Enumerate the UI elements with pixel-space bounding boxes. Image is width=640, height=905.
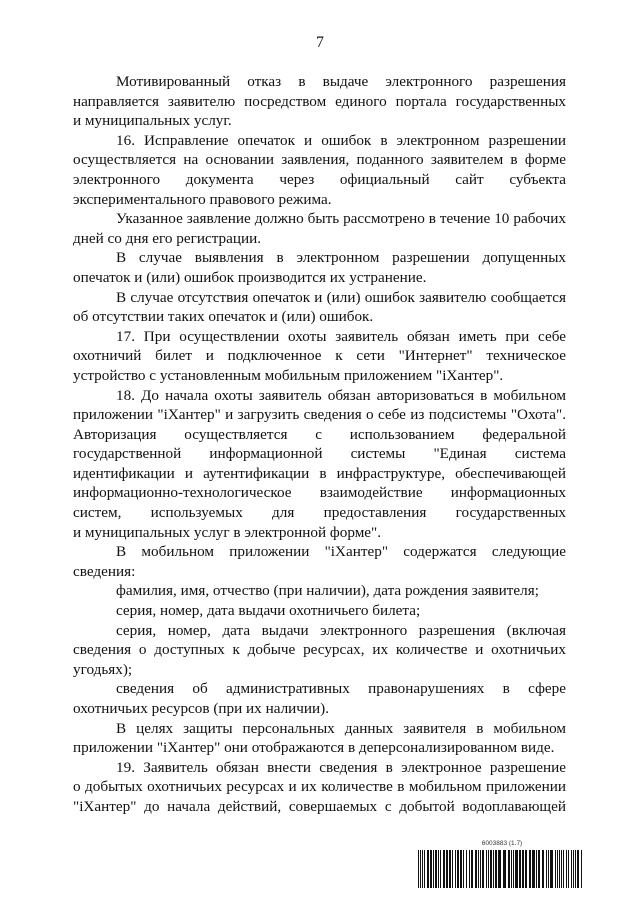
barcode-bar bbox=[532, 850, 535, 888]
barcode-bar bbox=[427, 850, 429, 888]
barcode-bar bbox=[548, 850, 549, 888]
barcode-icon bbox=[418, 850, 586, 888]
barcode-block bbox=[418, 840, 586, 890]
barcode-bar bbox=[440, 850, 441, 888]
barcode-bar bbox=[490, 850, 492, 888]
barcode-bar bbox=[508, 850, 510, 888]
text-line: приложении "iХантер" они отображаются в деперсонализированном виде. bbox=[73, 739, 555, 757]
barcode-bar bbox=[475, 850, 477, 888]
barcode-bar bbox=[559, 850, 560, 888]
text-line: сведения об административных правонарушениях в сфере bbox=[116, 680, 566, 698]
text-line: дней со дня его регистрации. bbox=[73, 229, 262, 247]
barcode-bar bbox=[557, 850, 558, 888]
barcode-bar bbox=[529, 850, 531, 888]
barcode-bar bbox=[478, 850, 479, 888]
barcode-bar bbox=[422, 850, 423, 888]
text-line: сведения: bbox=[73, 562, 136, 580]
barcode-bar bbox=[495, 850, 497, 888]
text-line: В случае выявления в электронном разрешении допущенных bbox=[116, 249, 566, 267]
text-line: приложении "iХантер" и загрузить сведения о себе из подсистемы "Охота". bbox=[73, 406, 566, 424]
text-line: В целях защиты персональных данных заявителя в мобильном bbox=[116, 719, 566, 737]
barcode-bar bbox=[536, 850, 537, 888]
barcode-bar bbox=[493, 850, 494, 888]
barcode-bar bbox=[471, 850, 473, 888]
barcode-bar bbox=[480, 850, 481, 888]
barcode-bar bbox=[466, 850, 467, 888]
barcode-bar bbox=[482, 850, 484, 888]
text-line: 18. До начала охоты заявитель обязан авторизоваться в мобильном bbox=[116, 386, 566, 404]
text-line: государственной информационной системы "Единая система bbox=[73, 445, 566, 463]
text-line: угодьях); bbox=[73, 660, 133, 678]
text-line: экспериментального правового режима. bbox=[73, 190, 332, 208]
barcode-bar bbox=[498, 850, 501, 888]
barcode-bar bbox=[469, 850, 470, 888]
text-line: "iХантер" до начала действий, совершаемых с добытой водоплавающей bbox=[73, 797, 566, 815]
text-line: охотничьих ресурсов (при их наличии). bbox=[73, 700, 330, 717]
text-line: серия, номер, дата выдачи электронного разрешения (включая bbox=[116, 621, 566, 639]
text-line: Указанное заявление должно быть рассмотрено в течение 10 рабочих bbox=[116, 210, 566, 228]
barcode-bar bbox=[563, 850, 564, 888]
text-line: направляется заявителю посредством единого портала государственных bbox=[73, 92, 566, 110]
text-line: 19. Заявитель обязан внести сведения в электронное разрешение bbox=[116, 758, 566, 776]
barcode-bar bbox=[457, 850, 459, 888]
barcode-bar bbox=[455, 850, 456, 888]
barcode-bar bbox=[463, 850, 464, 888]
barcode-bar bbox=[581, 850, 582, 888]
document-code: 6003883 (1.7) bbox=[481, 840, 523, 847]
barcode-bar bbox=[515, 850, 518, 888]
text-line: электронного документа через официальный сайт субъекта bbox=[73, 170, 566, 188]
barcode-bar bbox=[513, 850, 514, 888]
text-line: и муниципальных услуг в электронной форме". bbox=[73, 523, 382, 541]
barcode-bar bbox=[573, 850, 574, 888]
text-line: В мобильном приложении "iХантер" содержатся следующие bbox=[116, 543, 566, 561]
page-number: 7 bbox=[316, 34, 324, 51]
barcode-bar bbox=[460, 850, 462, 888]
text-line: фамилия, имя, отчество (при наличии), дата рождения заявителя; bbox=[116, 582, 539, 600]
barcode-bar bbox=[511, 850, 512, 888]
text-line: опечаток и (или) ошибок производится их устранение. bbox=[73, 268, 427, 286]
barcode-bar bbox=[566, 850, 567, 888]
text-line: 17. При осуществлении охоты заявитель обязан иметь при себе bbox=[116, 327, 566, 345]
barcode-bar bbox=[568, 850, 569, 888]
barcode-bar bbox=[435, 850, 437, 888]
text-line: охотничий билет и подключенное к сети "Интернет" техническое bbox=[73, 347, 566, 365]
barcode-bar bbox=[577, 850, 579, 888]
barcode-bar bbox=[433, 850, 434, 888]
barcode-bar bbox=[430, 850, 432, 888]
barcode-bar bbox=[575, 850, 576, 888]
document-body bbox=[73, 72, 566, 817]
barcode-bar bbox=[538, 850, 540, 888]
barcode-bar bbox=[488, 850, 489, 888]
text-line: систем, используемых для предоставления государственных bbox=[73, 504, 566, 522]
text-line: серия, номер, дата выдачи охотничьего билета; bbox=[116, 602, 421, 620]
barcode-bar bbox=[424, 850, 425, 888]
barcode-bar bbox=[561, 850, 562, 888]
text-line: сведения о доступных к добыче ресурсах, их количестве и охотничьих bbox=[73, 641, 566, 659]
barcode-bar bbox=[571, 850, 572, 888]
barcode-bar bbox=[486, 850, 487, 888]
barcode-bar bbox=[542, 850, 544, 888]
barcode-bar bbox=[525, 850, 527, 888]
barcode-bar bbox=[522, 850, 524, 888]
barcode-bar bbox=[503, 850, 506, 888]
text-line: о добытых охотничьих ресурсах и их количестве в мобильном приложении bbox=[73, 778, 566, 796]
barcode-bar bbox=[420, 850, 421, 888]
barcode-bar bbox=[443, 850, 445, 888]
text-line: В случае отсутствия опечаток и (или) ошибок заявителю сообщается bbox=[116, 288, 566, 306]
barcode-bar bbox=[452, 850, 453, 888]
text-line: Мотивированный отказ в выдаче электронного разрешения bbox=[116, 73, 566, 90]
text-line: Авторизация осуществляется с использованием федеральной bbox=[73, 425, 566, 443]
text-line: об отсутствии таких опечаток и (или) ошибок. bbox=[73, 308, 374, 326]
text-line: устройство с установленным мобильным приложением "iХантер". bbox=[73, 366, 504, 384]
text-line: информационно-технологическое взаимодействие информационных bbox=[73, 484, 566, 502]
text-line: осуществляется на основании заявления, поданного заявителем в форме bbox=[73, 151, 566, 169]
barcode-bar bbox=[446, 850, 448, 888]
barcode-bar bbox=[449, 850, 451, 888]
barcode-bar bbox=[546, 850, 547, 888]
barcode-bar bbox=[418, 850, 419, 888]
text-line: идентификации и аутентификации в инфраструктуре, обеспечивающей bbox=[73, 464, 566, 482]
barcode-bar bbox=[550, 850, 553, 888]
barcode-bar bbox=[438, 850, 439, 888]
text-line: и муниципальных услуг. bbox=[73, 112, 232, 130]
barcode-bar bbox=[519, 850, 521, 888]
barcode-bar bbox=[555, 850, 556, 888]
text-line: 16. Исправление опечаток и ошибок в электронном разрешении bbox=[116, 131, 566, 149]
